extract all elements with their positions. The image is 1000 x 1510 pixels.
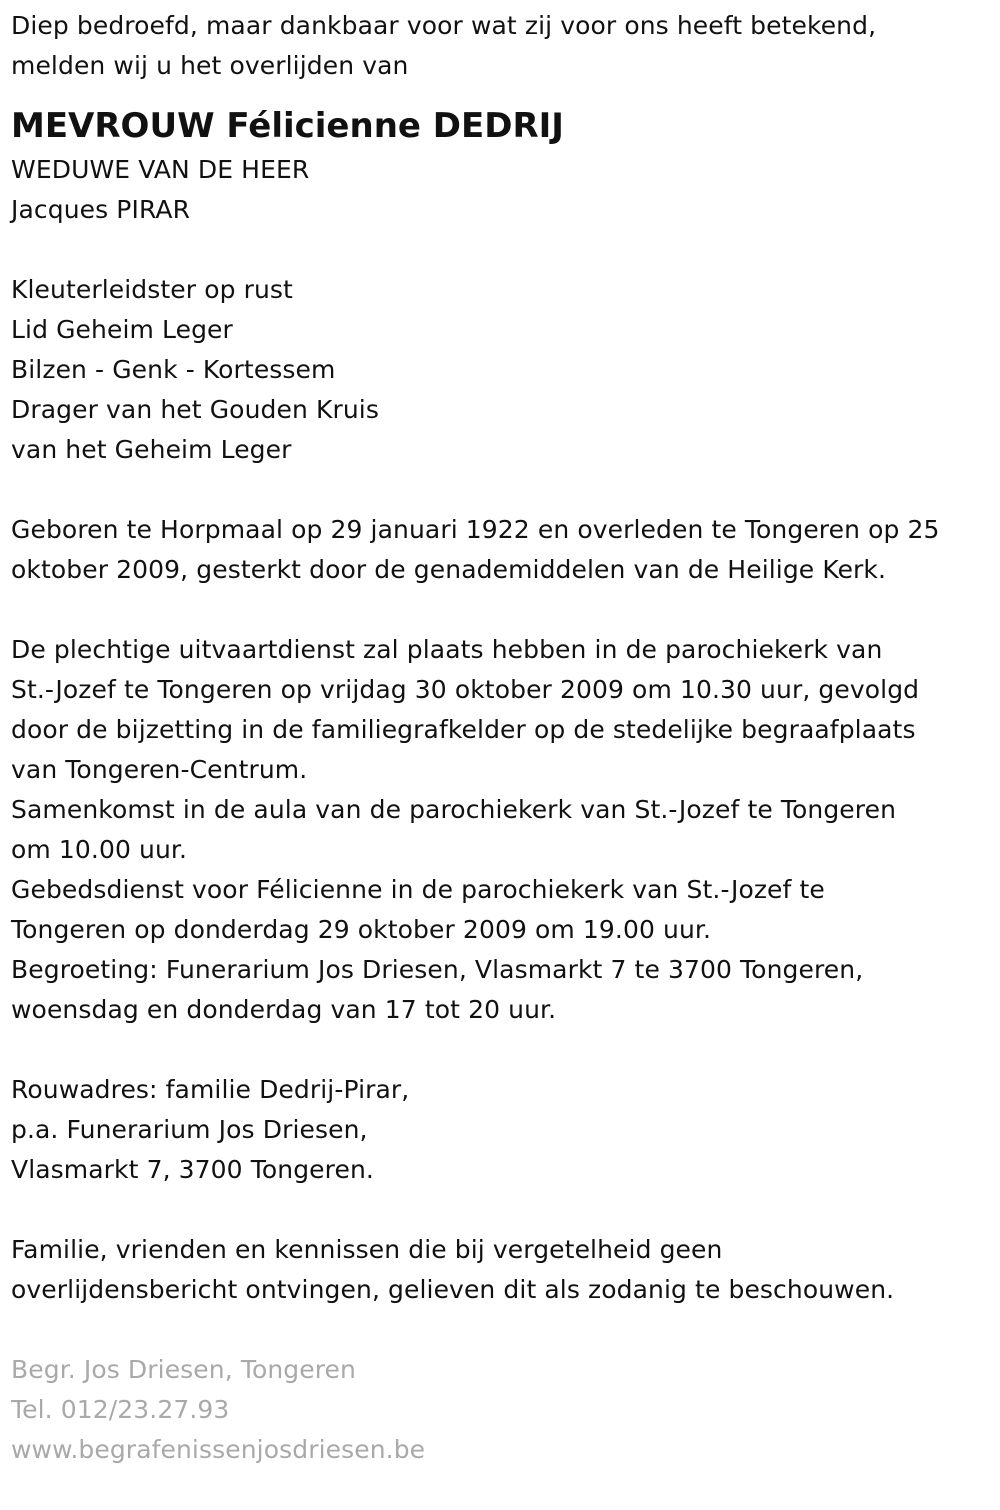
death-notice	[11, 6, 996, 1470]
prayer-service-line: Tongeren op donderdag 29 oktober 2009 om 19.00 uur.	[11, 915, 712, 944]
birth-death-line: Geboren te Horpmaal op 29 januari 1922 en overleden te Tongeren op 25	[11, 515, 940, 544]
title-line: Lid Geheim Leger	[11, 315, 233, 344]
mourning-address	[11, 1070, 996, 1190]
ceremony-paragraph	[11, 630, 996, 1030]
ceremony-line: door de bijzetting in de familiegrafkelder op de stedelijke begraafplaats	[11, 715, 916, 744]
visitation-line: woensdag en donderdag van 17 tot 20 uur.	[11, 995, 557, 1024]
birth-death-paragraph	[11, 510, 996, 590]
title-line: Drager van het Gouden Kruis	[11, 395, 379, 424]
spacer	[11, 1190, 996, 1230]
ceremony-line: De plechtige uitvaartdienst zal plaats hebben in de parochiekerk van	[11, 635, 883, 664]
spouse-name: Jacques PIRAR	[11, 195, 191, 224]
intro-line: melden wij u het overlijden van	[11, 51, 409, 80]
spacer	[11, 230, 996, 270]
undertaker-name: Begr. Jos Driesen, Tongeren	[11, 1355, 356, 1384]
gathering-line: om 10.00 uur.	[11, 835, 188, 864]
intro-paragraph	[11, 6, 996, 86]
ceremony-line: van Tongeren-Centrum.	[11, 755, 308, 784]
visitation-line: Begroeting: Funerarium Jos Driesen, Vlasmarkt 7 te 3700 Tongeren,	[11, 955, 864, 984]
deceased-name: MEVROUW Félicienne DEDRIJ	[11, 106, 564, 146]
birth-death-line: oktober 2009, gesterkt door de genademiddelen van de Heilige Kerk.	[11, 555, 887, 584]
notice-line: overlijdensbericht ontvingen, gelieven dit als zodanig te beschouwen.	[11, 1275, 895, 1304]
spacer	[11, 590, 996, 630]
address-line: Vlasmarkt 7, 3700 Tongeren.	[11, 1155, 374, 1184]
spacer	[11, 470, 996, 510]
spacer	[11, 1030, 996, 1070]
notice-paragraph	[11, 1230, 996, 1310]
title-line: Kleuterleidster op rust	[11, 275, 293, 304]
prayer-service-line: Gebedsdienst voor Félicienne in de parochiekerk van St.-Jozef te	[11, 875, 825, 904]
titles-block	[11, 270, 996, 470]
undertaker-footer	[11, 1350, 996, 1470]
intro-line: Diep bedroefd, maar dankbaar voor wat zij voor ons heeft betekend,	[11, 11, 877, 40]
address-line: p.a. Funerarium Jos Driesen,	[11, 1115, 368, 1144]
spouse-line: WEDUWE VAN DE HEER	[11, 155, 310, 184]
notice-line: Familie, vrienden en kennissen die bij vergetelheid geen	[11, 1235, 723, 1264]
title-line: van het Geheim Leger	[11, 435, 292, 464]
spacer	[11, 1310, 996, 1350]
gathering-line: Samenkomst in de aula van de parochiekerk van St.-Jozef te Tongeren	[11, 795, 897, 824]
undertaker-website-link[interactable]: www.begrafenissenjosdriesen.be	[11, 1435, 426, 1464]
title-line: Bilzen - Genk - Kortessem	[11, 355, 336, 384]
spouse-block	[11, 150, 996, 230]
address-line: Rouwadres: familie Dedrij-Pirar,	[11, 1075, 410, 1104]
ceremony-line: St.-Jozef te Tongeren op vrijdag 30 oktober 2009 om 10.30 uur, gevolgd	[11, 675, 920, 704]
undertaker-phone: Tel. 012/23.27.93	[11, 1395, 230, 1424]
